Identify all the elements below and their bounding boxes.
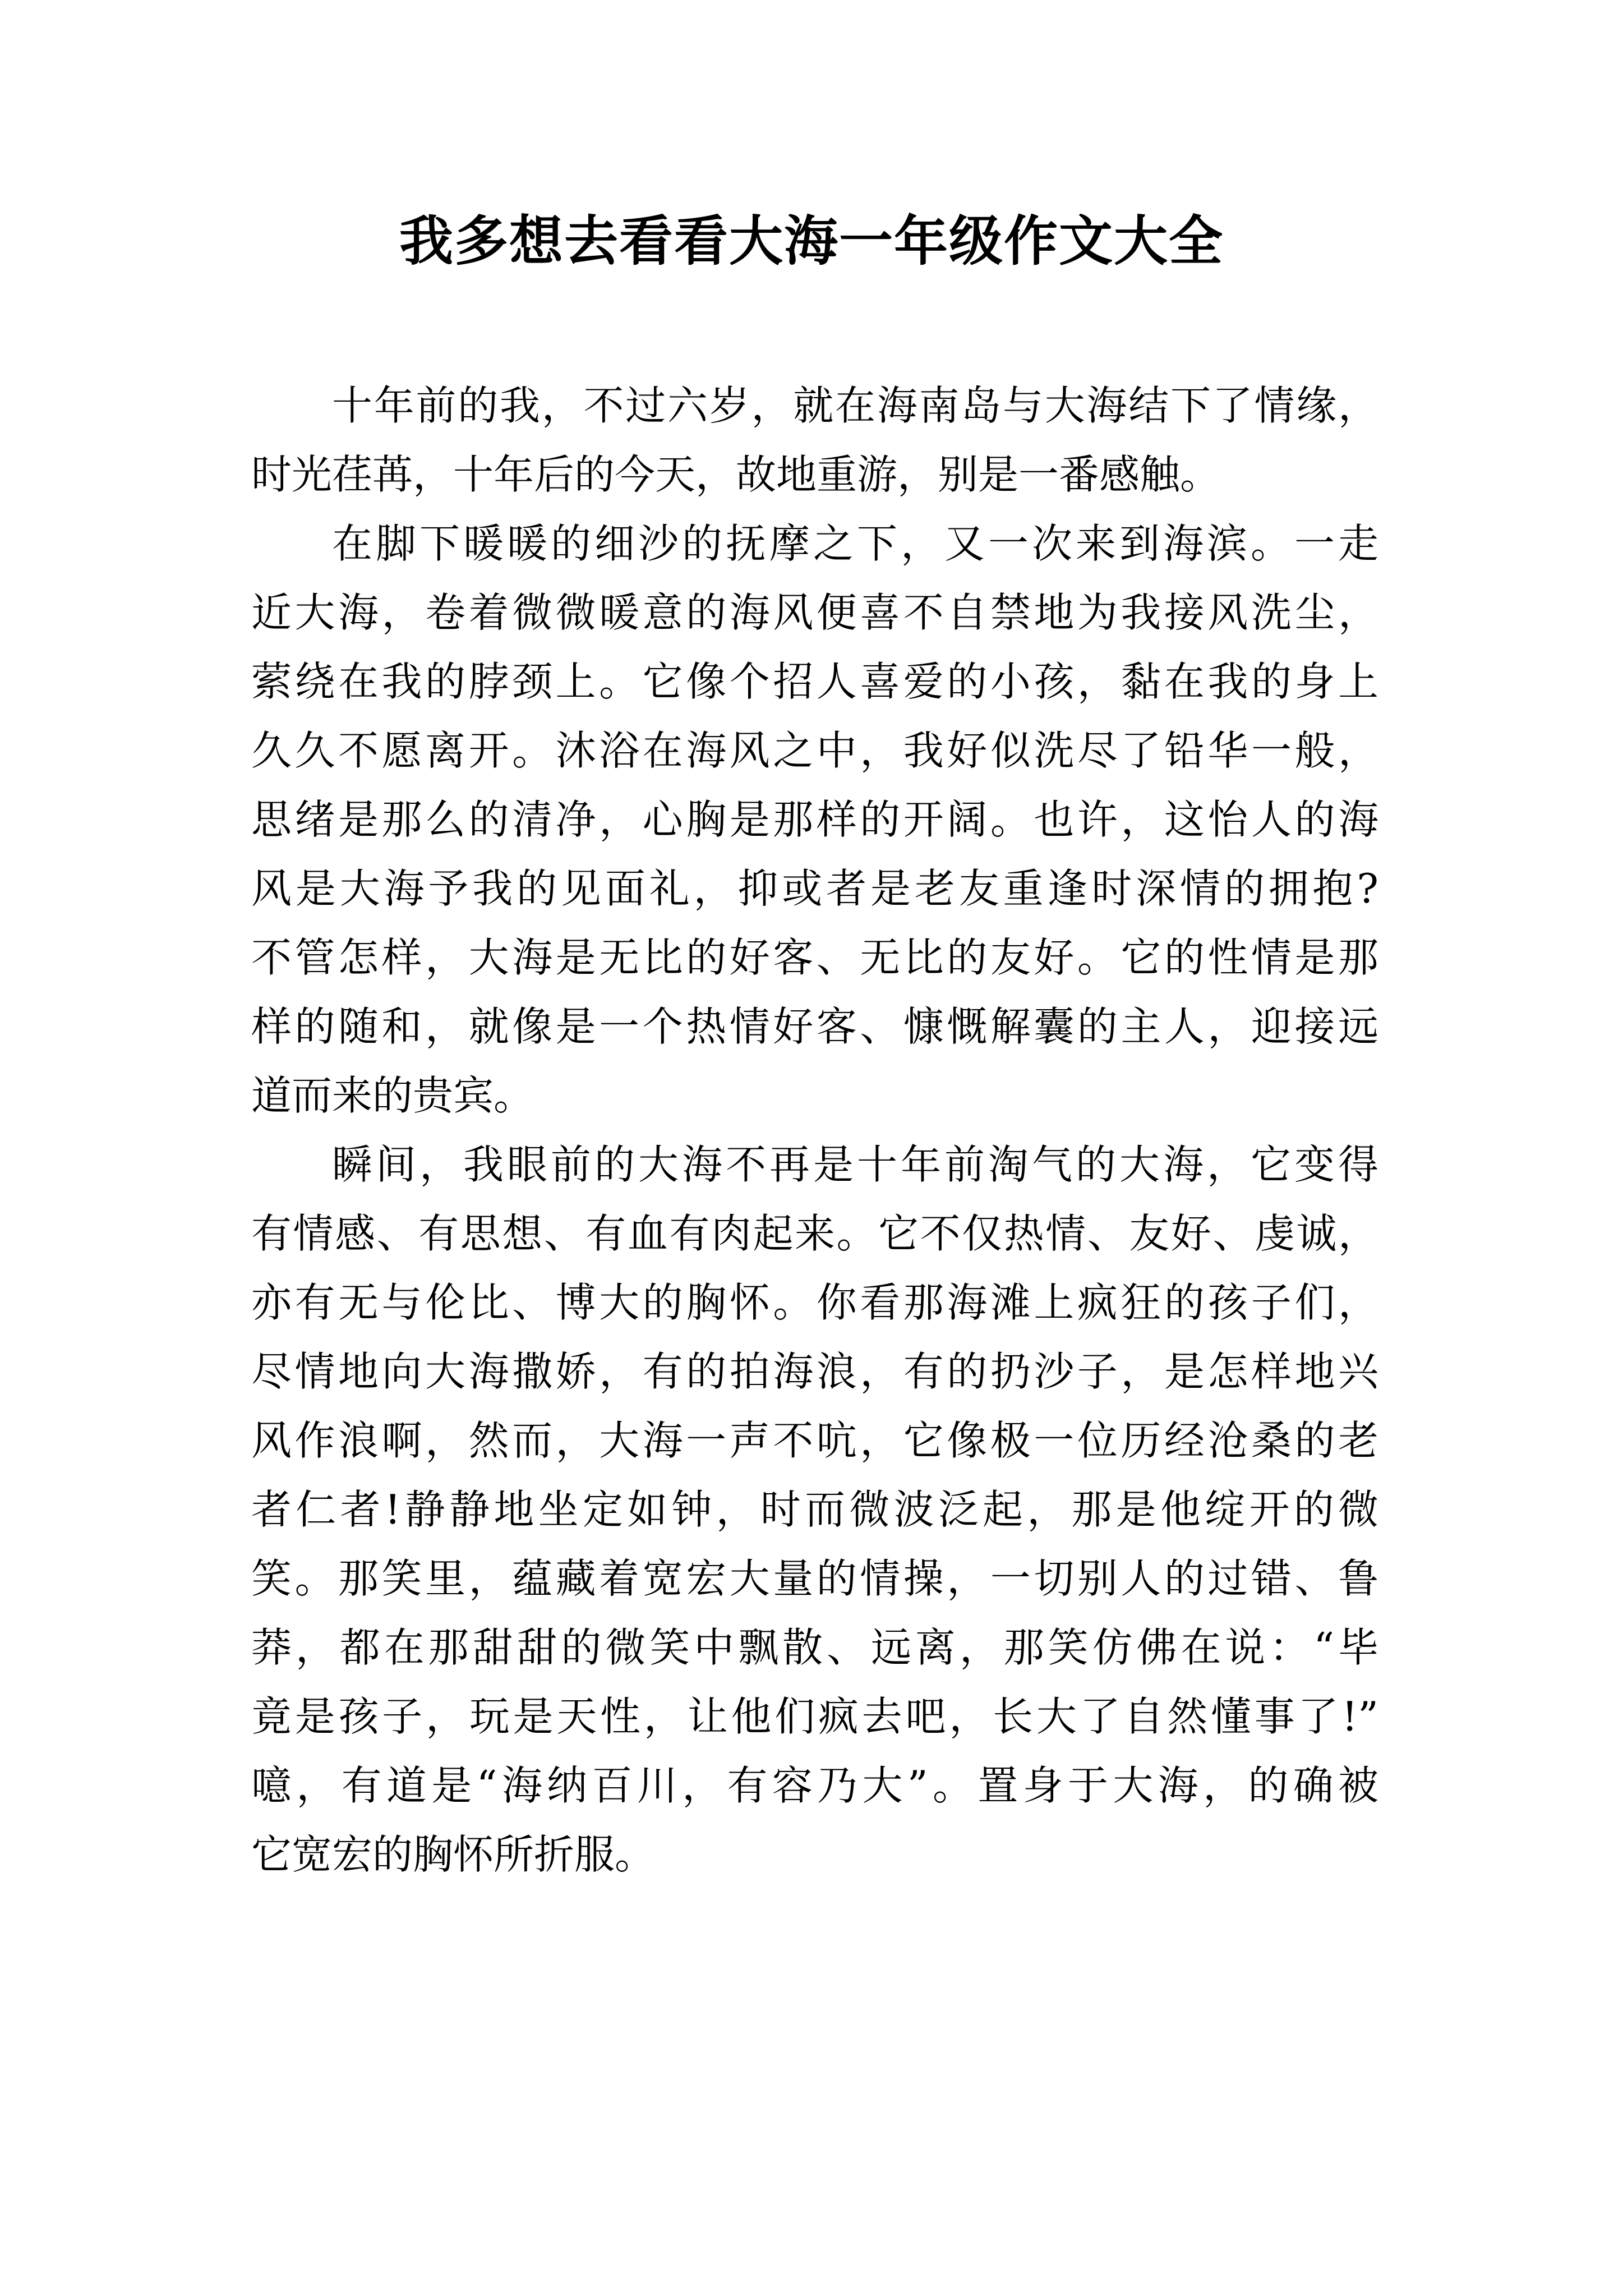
document-title: 我多想去看看大海一年级作文大全: [399, 210, 1224, 273]
text-line: 近大海，卷着微微暖意的海风便喜不自禁地为我接风洗尘，: [251, 589, 1378, 636]
text-line: 噫，有道是“海纳百川，有容乃大”。置身于大海，的确被: [251, 1762, 1378, 1809]
text-line: 样的随和，就像是一个热情好客、慷慨解囊的主人，迎接远: [251, 1003, 1378, 1050]
text-line: 莽，都在那甜甜的微笑中飘散、远离，那笑仿佛在说：“毕: [251, 1624, 1378, 1671]
text-line: 有情感、有思想、有血有肉起来。它不仅热情、友好、虔诚，: [251, 1210, 1378, 1257]
text-line: 在脚下暖暖的细沙的抚摩之下，又一次来到海滨。一走: [332, 520, 1378, 567]
text-line: 尽情地向大海撒娇，有的拍海浪，有的扔沙子，是怎样地兴: [251, 1348, 1378, 1395]
text-line: 亦有无与伦比、博大的胸怀。你看那海滩上疯狂的孩子们，: [251, 1279, 1378, 1326]
text-line: 笑。那笑里，蕴藏着宽宏大量的情操，一切别人的过错、鲁: [251, 1555, 1378, 1602]
text-line: 它宽宏的胸怀所折服。: [251, 1831, 656, 1878]
text-line: 久久不愿离开。沐浴在海风之中，我好似洗尽了铅华一般，: [251, 727, 1378, 774]
text-line: 瞬间，我眼前的大海不再是十年前淘气的大海，它变得: [332, 1141, 1378, 1188]
text-line: 时光荏苒，十年后的今天，故地重游，别是一番感触。: [251, 451, 1221, 498]
text-line: 竟是孩子，玩是天性，让他们疯去吧，长大了自然懂事了!”: [251, 1693, 1378, 1740]
text-line: 十年前的我，不过六岁，就在海南岛与大海结下了情缘，: [332, 382, 1378, 429]
text-line: 思绪是那么的清净，心胸是那样的开阔。也许，这怡人的海: [251, 796, 1378, 843]
text-line: 风是大海予我的见面礼，抑或者是老友重逢时深情的拥抱?: [251, 865, 1378, 912]
essay-body: [251, 371, 1378, 1889]
text-line: 者仁者!静静地坐定如钟，时而微波泛起，那是他绽开的微: [251, 1486, 1378, 1533]
text-line: 风作浪啊，然而，大海一声不吭，它像极一位历经沧桑的老: [251, 1417, 1378, 1464]
text-line: 不管怎样，大海是无比的好客、无比的友好。它的性情是那: [251, 934, 1378, 981]
text-line: 道而来的贵宾。: [251, 1072, 534, 1119]
text-line: 萦绕在我的脖颈上。它像个招人喜爱的小孩，黏在我的身上: [251, 658, 1378, 705]
